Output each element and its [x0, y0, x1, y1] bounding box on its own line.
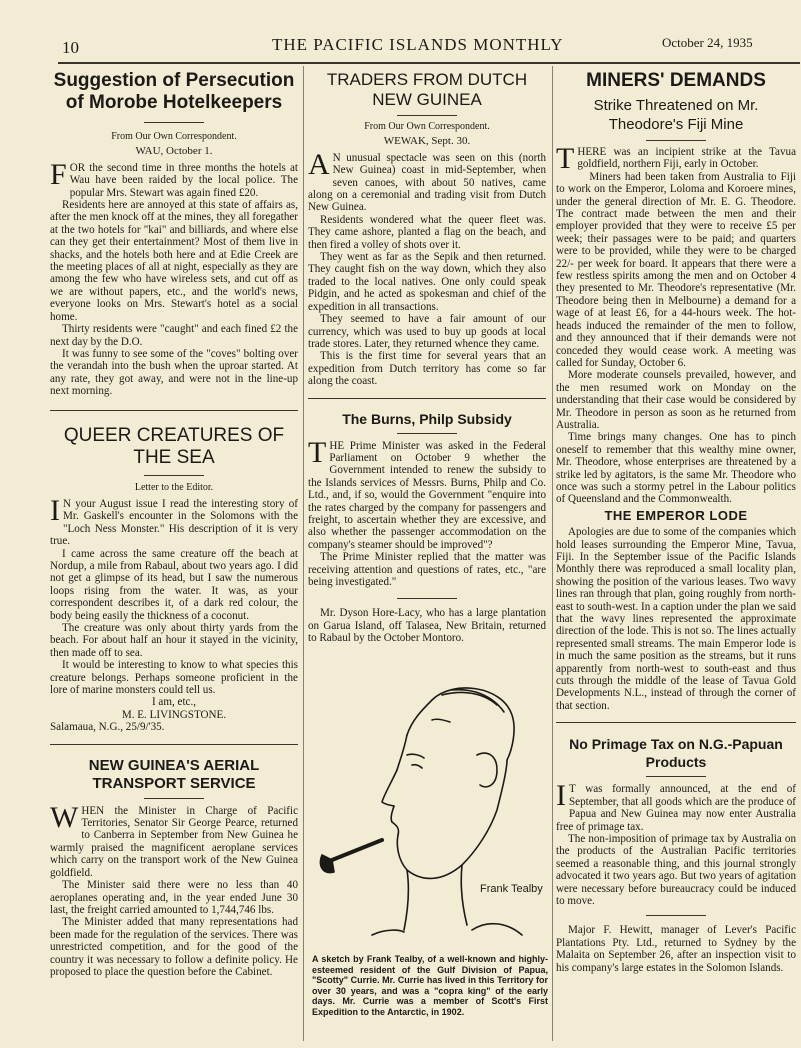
separator: [397, 433, 457, 434]
article-queer-creatures: [50, 425, 298, 734]
drop-cap: F: [50, 157, 67, 191]
page-number: 10: [62, 38, 79, 57]
drop-cap: I: [556, 779, 566, 813]
subheadline: Strike Threatened on Mr. Theodore's Fiji Mine: [593, 97, 759, 133]
article-miners-demands: [556, 70, 796, 712]
paragraph: HEN the Minister in Charge of Pacific Territories, Senator Sir George Pearce, returned to Canberra in September from New Guinea he warmly praised the magnificent aeroplane services which carry on the transport work of the New Guinea goldfield.: [50, 804, 298, 879]
column-3: [556, 70, 796, 974]
headline: NEW GUINEA'S AERIAL TRANSPORT SERVICE: [88, 756, 260, 792]
article-dutch-traders: [308, 70, 546, 388]
drop-cap: A: [308, 147, 330, 181]
paragraph: T was formally announced, at the end of September, that all goods which are the produce of Papua and New Guinea may now enter Australia free of primage tax.: [556, 783, 796, 833]
letter-close: I am, etc.,: [151, 696, 197, 709]
headline: Suggestion of Persecution of Morobe Hotelkeepers: [53, 70, 295, 113]
section-subhead: THE EMPEROR LODE: [604, 507, 748, 523]
paragraph: I came across the same creature off the beach at Nordup, a mile from Rabaul, about two years ago. I did not get a glimpse of its head, but I saw the numerous loops rising from the water. It was, as your correspondent describes it, of a dark red colour, the body being easily the thickness of a coconut.: [50, 547, 298, 622]
paragraph: N your August issue I read the interesting story of Mr. Gaskell's encounter in the Solomons with the "Loch Ness Monster." His description of it is very true.: [50, 497, 298, 548]
letter-signature: M. E. LIVINGSTONE.: [121, 708, 227, 721]
byline: From Our Own Correspondent.: [111, 131, 237, 142]
article-burns-philp: [308, 411, 546, 589]
paragraph: The Minister added that many representations had been made for the regulation of the services. There was unrestricted competition, and for the good of the country it was necessary to follow a definite policy. He proposed to place the question before the Cabinet.: [50, 916, 298, 978]
separator: [144, 798, 204, 799]
byline: Letter to the Editor.: [134, 481, 214, 493]
page-header: [0, 32, 801, 62]
article-aerial-transport: [50, 757, 298, 979]
drop-cap: T: [556, 142, 575, 175]
paragraph: Thirty residents were "caught" and each fined £2 the next day by the D.O.: [50, 323, 298, 348]
paragraph: Miners had been taken from Australia to Fiji to work on the Emperor, Loloma and Koroere mines, under the general direction of Mr. E. G. Theodore. The contract made between the men and their employer provided that they were to receive £5 per week; their passages were to be paid; and quarters were to be provided, while they were to be charged 22/- per week for board. It appears that there were a few restless spirits among the men and on October 4 they presented to Mr. Theodore's representative (Mr. Theodore being then in Melbourne) a demand for a wage of at least £6, for a 44-hours week. The hot-heads induced the remainder of the men to follow, and they announced that if their demands were not conceded they would cease work. A meeting was called for Sunday, October 6.: [556, 170, 796, 369]
separator: [397, 598, 457, 599]
header-rule: [58, 62, 800, 64]
article-primage-tax: [556, 735, 796, 907]
news-note: Mr. Dyson Hore-Lacy, who has a large plantation on Garua Island, off Talasea, New Britain, returned to Rabaul by the October Montoro.: [308, 607, 546, 645]
headline: QUEER CREATURES OF THE SEA: [63, 424, 285, 468]
dateline: WEWAK, Sept. 30.: [383, 135, 471, 148]
paragraph: This is the first time for several years that an expedition from Dutch territory has come so far along the coast.: [308, 350, 546, 388]
section-rule: [50, 410, 298, 411]
section-rule: [308, 398, 546, 399]
section-rule: [50, 744, 298, 745]
paragraph: N unusual spectacle was seen on this (north New Guinea) coast in mid-September, when seven canoes, with about 50 natives, came along on a ceremonial and trading visit from Dutch New Guinea.: [308, 151, 546, 214]
artist-signature: Frank Tealby: [480, 883, 543, 895]
masthead: THE PACIFIC ISLANDS MONTHLY: [272, 35, 564, 54]
paragraph: HE Prime Minister was asked in the Federal Parliament on October 9 whether the Government intended to renew the subsidy to the Islands services of Messrs. Burns, Philp and Co. Ltd., and, if so, would the Government "enquire into the rates charged by the company for passengers and freight, to ascertain whether they are excessive, and also whether the passenger accommodation on the company's steamer should be improved"?: [308, 439, 546, 551]
paragraph: They seemed to have a fair amount of our currency, which was used to buy up goods at local trade stores. Later, they returned whence they came.: [308, 313, 546, 350]
section-rule: [556, 722, 796, 723]
paragraph: The creature was only about thirty yards from the beach. For about half an hour it stayed in the vicinity, then made off to sea.: [50, 622, 298, 659]
separator: [646, 140, 706, 141]
article-morobe-hotelkeepers: [50, 70, 298, 398]
paragraph: The non-imposition of primage tax by Australia on the products of the Australian Pacific territories seemed a reasonable thing, and this journal strongly advocated it two years ago. But two years of agitation were necessary before bureaucracy could be induced to move.: [556, 832, 796, 907]
paragraph: Apologies are due to some of the companies which hold leases surrounding the Emperor Mine, Tavua, Fiji. In the September issue of the Pacific Islands Monthly there was reproduced a small locality plan, showing the position of the various leases. Two wavy lines ran through that plan, going roughly from north-east to south-west. In a caption under the plan we said that the wavy lines represented the approximate direction of the lode. This is not so. The lines actually represented small streams. The main Emperor lode is in much the same position as the streams, but it runs apparently from north-west to south-east and thus cuts through the middle of the lease of Tavua Gold Developments N.L., instead of through the corner of that section.: [556, 526, 796, 712]
dateline: WAU, October 1.: [135, 145, 213, 158]
separator: [646, 776, 706, 777]
paragraph: The Minister said there were no less than 40 aeroplanes operating and, in the year ended June 30 last, the freight carried amounted to 1,744,746 lbs.: [50, 879, 298, 916]
paragraph: Residents here are annoyed at this state of affairs as, after the men knock off at the mines, they all foregather at the two hotels for "kai" and billiards, and where else can they get their entertainment? Most of them live in shacks, and the hotels both here and at Edie Creek are the meeting places of all at night, especially as they are among the few who have wireless sets, and cut off as we are without papers, etc., and the world's news, everyone looks on Mrs. Stewart's hotel as a social home.: [50, 199, 298, 323]
paragraph: More moderate counsels prevailed, however, and the men resumed work on Monday on the understanding that their case would be considered by Mr. Theodore in person as soon as he returned from Australia.: [556, 369, 796, 431]
paragraph: The Prime Minister replied that the matter was receiving attention and questions of rates, etc., "are being investigated.": [308, 551, 546, 588]
drop-cap: T: [308, 435, 327, 469]
letter-place: Salamaua, N.G., 25/9/'35.: [50, 721, 165, 734]
separator: [144, 122, 204, 123]
drop-cap: I: [50, 493, 60, 527]
headline: The Burns, Philp Subsidy: [342, 410, 512, 427]
separator: [646, 915, 706, 916]
separator: [144, 475, 204, 476]
byline: From Our Own Correspondent.: [364, 121, 490, 132]
sketch-caption: A sketch by Frank Tealby, of a well-known and highly-esteemed resident of the Gulf Division of Papua, "Scotty" Currie. Mr. Currie has lived in this Territory for over 30 years, and was a "copra king" of the early days. Mr. Currie was a member of Scott's First Expedition to the Antarctic, in 1902.: [312, 954, 548, 1017]
news-note: Major F. Hewitt, manager of Lever's Pacific Plantations Pty. Ltd., returned to Sydney by the Malaita on September 26, after an inspection visit to his company's large estates in the Solomon Islands.: [556, 924, 796, 974]
column-divider-1: [303, 66, 304, 1041]
column-divider-2: [552, 66, 553, 1041]
column-1: [50, 70, 298, 978]
paragraph: Residents wondered what the queer fleet was. They came ashore, planted a flag on the beach, and then fired a volley of shots over it.: [308, 213, 546, 251]
drop-cap: W: [50, 800, 79, 834]
separator: [397, 115, 457, 116]
column-2: [308, 70, 546, 645]
paragraph: Time brings many changes. One has to pinch oneself to remember that this wealthy mine owner, Mr. Theodore, whose enterprises are threatened by a strike led by agitators, is the same Mr. Theodore who once was such a stormy petrel in the Labour politics of Queensland and the Commonwealth.: [556, 431, 796, 506]
paragraph: It was funny to see some of the "coves" bolting over the verandah into the bush when the uproar started. At any rate, they got away, and were not in the line-up next morning.: [50, 347, 298, 398]
issue-date: October 24, 1935: [662, 35, 753, 50]
paragraph: OR the second time in three months the hotels at Wau have been raided by the local police. The popular Mrs. Stewart was again fined £20.: [69, 161, 298, 199]
headline: TRADERS FROM DUTCH NEW GUINEA: [326, 70, 528, 109]
paragraph: It would be interesting to know to what species this creature belongs. Perhaps someone proficient in the lore of marine monsters could tell us.: [50, 659, 298, 697]
paragraph: HERE was an incipient strike at the Tavua goldfield, northern Fiji, early in October.: [577, 146, 796, 171]
headline: MINERS' DEMANDS: [586, 70, 766, 91]
portrait-sketch: [312, 660, 548, 950]
paragraph: They went as far as the Sepik and then returned. They caught fish on the way down, which they also traded to the local natives. One only could speak Pidgin, and he acted as spokesman and chief of the expedition in all transactions.: [308, 251, 546, 313]
headline: No Primage Tax on N.G.-Papuan Products: [569, 736, 783, 771]
